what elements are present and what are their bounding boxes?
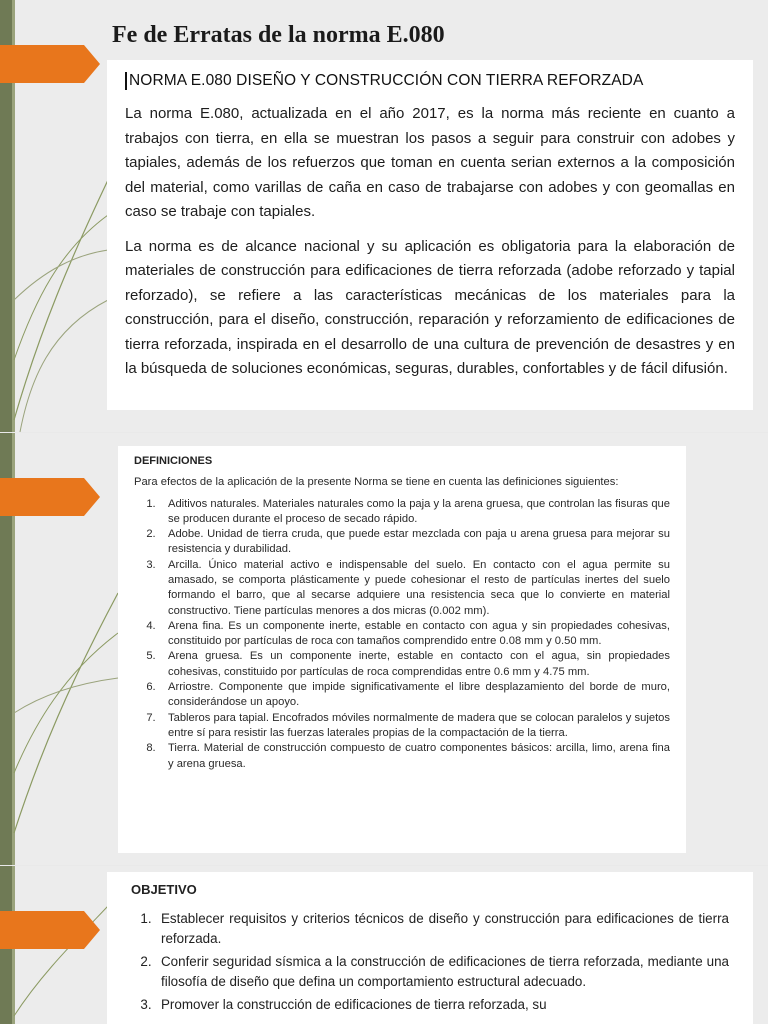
item-text: Arcilla. Único material activo e indispensable del suelo. En contacto con el agua permite su amasado, se comporta plásticamente y puede cohesionar el resto de partículas inertes del suelo formando el barro, que al secarse adquiere una resistencia seca que lo convierte en material constructivo. Tiene partículas menores a dos micras (0.002 mm).: [168, 558, 670, 617]
definiciones-list: [134, 497, 670, 772]
norma-paragraph-1: La norma E.080, actualizada en el año 2017, es la norma más reciente en cuanto a trabajos con tierra, en ella se muestran los pasos a seguir para construir con adobes y tapiales, además de los refuerzos que toman en cuenta serian externos a la composición del material, como varillas de caña en caso de trabajarse con adobes y con geomallas en caso se trabaje con tapiales.: [125, 105, 735, 220]
page-title: Fe de Erratas de la norma E.080: [112, 22, 445, 48]
item-number: 3.: [140, 997, 152, 1012]
item-number: 6.: [146, 681, 156, 694]
item-number: 4.: [146, 619, 156, 632]
item-text: Arena fina. Es un componente inerte, estable en contacto con agua y sin propiedades cohesivas, constituido por partículas de roca con tamaños comprendido entre 0.08 mm y 0.50 mm.: [168, 619, 670, 648]
list-item: [134, 649, 670, 680]
objetivo-list: [131, 909, 729, 1015]
item-text: Arena gruesa. Es un componente inerte, estable en contacto con el agua, sin propiedades cohesivas, constituido por partículas de roca comprendidas entre 0.6 mm y 4.75 mm.: [168, 650, 670, 678]
item-text: Adobe. Unidad de tierra cruda, que puede estar mezclada con paja u arena gruesa para mejorar su resistencia y durabilidad.: [168, 528, 670, 556]
item-number: 1.: [140, 911, 152, 926]
item-text: Establecer requisitos y criterios técnicos de diseño y construcción para edificaciones de tierra reforzada.: [161, 911, 729, 946]
list-item: [131, 952, 729, 992]
item-number: 1.: [146, 497, 156, 510]
orange-arrow-tab: [0, 478, 100, 516]
item-number: 8.: [146, 742, 156, 755]
item-text: Aditivos naturales. Materiales naturales como la paja y la arena gruesa, que controlan las fisuras que se producen durante el proceso de secado rápido.: [168, 497, 670, 525]
orange-arrow-tab: [0, 45, 100, 83]
objetivo-card: [107, 872, 753, 1024]
list-item: [131, 909, 729, 949]
definiciones-card: [118, 446, 686, 853]
slide-1: [0, 0, 768, 432]
list-item: [134, 741, 670, 772]
item-number: 7.: [146, 711, 156, 724]
definiciones-heading: DEFINICIONES: [134, 455, 213, 467]
item-text: Conferir seguridad sísmica a la construcción de edificaciones de tierra reforzada, mediante una filosofía de diseño que defina un comportamiento estructural adecuado.: [161, 954, 729, 989]
norma-heading: NORMA E.080 DISEÑO Y CONSTRUCCIÓN CON TIERRA REFORZADA: [125, 72, 735, 90]
item-number: 2.: [140, 954, 152, 969]
item-number: 2.: [146, 528, 156, 541]
slide-2: [0, 433, 768, 865]
item-text: Arriostre. Componente que impide significativamente el libre desplazamiento del borde de muro, considerándose un apoyo.: [168, 681, 670, 709]
objetivo-heading: OBJETIVO: [131, 882, 197, 897]
norma-paragraph-2: La norma es de alcance nacional y su aplicación es obligatoria para la elaboración de materiales de construcción para edificaciones de tierra reforzada (adobe reforzado y tapial reforzado), se refiere a las características mecánicas de los materiales para la construcción, para el diseño, construcción, reparación y reforzamiento de edificaciones de tierra reforzada, inspirada en el desarrollo de una cultura de prevención de desastres y en la búsqueda de soluciones económicas, seguras, durables, confortables y de fácil difusión.: [125, 237, 735, 377]
norma-card: [107, 60, 753, 410]
list-item: [134, 711, 670, 742]
definiciones-intro: Para efectos de la aplicación de la presente Norma se tiene en cuenta las definiciones siguientes:: [134, 476, 619, 488]
item-text: Promover la construcción de edificaciones de tierra reforzada, su: [161, 997, 547, 1012]
list-item: [134, 558, 670, 619]
orange-arrow-tab: [0, 911, 100, 949]
list-item: [134, 527, 670, 558]
slide-3: [0, 866, 768, 1024]
list-item: [131, 995, 729, 1015]
item-number: 5.: [146, 650, 156, 663]
item-text: Tableros para tapial. Encofrados móviles normalmente de madera que se colocan paralelos y sujetos entre sí para resistir las fuerzas laterales propias de la compactación de la tierra.: [168, 711, 670, 739]
list-item: [134, 619, 670, 650]
list-item: [134, 680, 670, 711]
item-text: Tierra. Material de construcción compuesto de cuatro componentes básicos: arcilla, limo, arena fina y arena gruesa.: [168, 742, 670, 770]
item-number: 3.: [146, 558, 156, 571]
list-item: [134, 497, 670, 528]
